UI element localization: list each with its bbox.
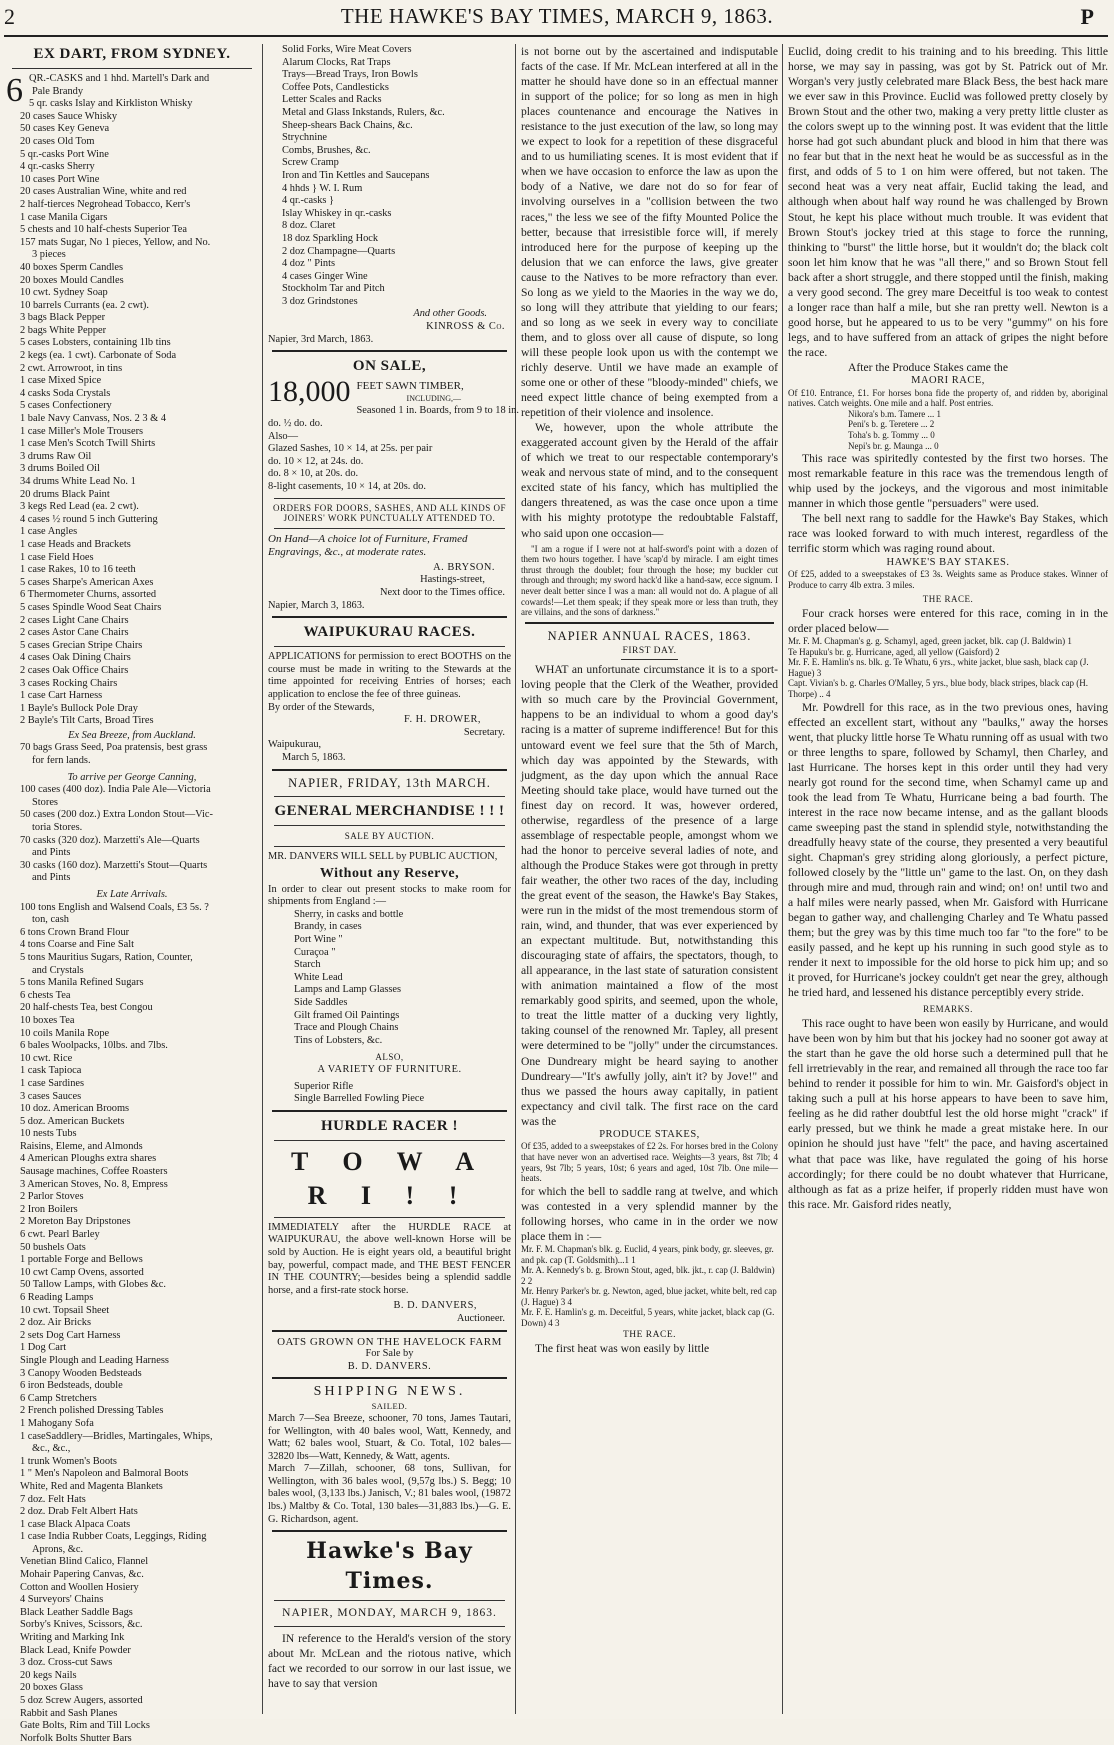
late-arrivals-list-item: Aprons, &c. — [32, 1543, 84, 1555]
canning-list-item: 50 cases (200 doz.) Extra London Stout—Vic- — [20, 809, 214, 821]
goods-list-item: 1 case Men's Scotch Twill Shirts — [20, 438, 156, 450]
goods-list-item: Pale Brandy — [32, 85, 84, 97]
divider — [525, 622, 774, 624]
goods-list-item: 20 cases Old Tom — [20, 135, 95, 147]
late-arrivals-list-item: 5 tons Manila Refined Sugars — [20, 977, 144, 989]
goods-list-item: 1 case Mixed Spice — [20, 375, 102, 387]
kinross-goods-list — [268, 44, 511, 308]
produce-entries — [521, 1244, 778, 1329]
also: ALSO, — [375, 1052, 404, 1063]
late-arrivals-list-item: White, Red and Magenta Blankets — [20, 1480, 163, 1492]
hbs-report: Mr. Powdrell for this race, as in the two previous ones, having effected an excellent start, without any "baulks," away the horses went, that plucky little horse Te Whatu running off as usual with two or three lengths to spare, followed by Schamyl, then Charley, and last Hurricane. The horses kept in this order until they had very nearly got round for the second time, when Schamyl came up and took the lead from Te Whatu, Hurricane being a bad fourth. The interest in the race now became intense, and as the gallant bloods came sweeping past the stand in splendid style, notwithstanding the dreadfully heavy state of the course, they presented a very beautiful sight. Chapman's grey striding along gloriously, a perfect picture, followed closely by the "little un" game to the last. On, on they dash through mire and mud, through rain and wind; on! on! until two and a half miles were nearly passed, when Mr. Gaisford with Hurricane began to gather way, and challenging Charley and Te Whatu passed them; but the grey was by this time much too far "to the fore" to be easily passed, and he kept up his running in such good style as to render it next to impossible for the old horse to pick him up; and so it proved, for Hurricane's jockey couldn't get near the grey, although he tried hard, and lessened his distance perceptibly every stride. — [788, 700, 1108, 1000]
kinross-goods-list-item: Letter Scales and Racks — [282, 94, 382, 106]
late-arrivals-list-item: 1 case Sardines — [20, 1077, 85, 1089]
kinross-goods-list-item: 4 qr.-casks } — [282, 195, 335, 207]
divider — [272, 1530, 507, 1532]
sale-by-auction: SALE BY AUCTION. — [344, 830, 435, 841]
bryson-signature: A. BRYSON. — [433, 561, 495, 573]
shipping-entry-sea-breeze: March 7—Sea Breeze, schooner, 70 tons, James Tautari, for Wellington, with 40 bales wool, Watt, Kennedy, and Watt; 62 bales wool, Stuart, & Co. Total, 102 bales—32820 lbs—Watt, Kennedy, & Watt, agents. — [268, 1412, 511, 1462]
danvers-notice: MR. DANVERS WILL SELL by PUBLIC AUCTION, — [268, 851, 498, 863]
late-arrivals-list-item: Venetian Blind Calico, Flannel — [20, 1556, 149, 1568]
goods-list-item: 1 case Angles — [20, 526, 78, 538]
late-arrivals-list-item: 5 doz. American Buckets — [20, 1115, 125, 1127]
maori-entries-item: Toha's b. g. Tommy ... 0 — [848, 430, 935, 440]
towari-heading: T O W A R I ! ! — [291, 1146, 488, 1210]
late-arrivals-list-item: 10 cwt. Topsail Sheet — [20, 1304, 110, 1316]
goods-list-item: 1 bale Navy Canvass, Nos. 2 3 & 4 — [20, 413, 167, 425]
canning-list-item: 30 casks (160 doz). Marzetti's Stout—Quarts — [20, 859, 208, 871]
late-arrivals-list-item: 4 American Ploughs extra shares — [20, 1153, 157, 1165]
divider — [274, 825, 505, 826]
timber-quantity: 18,000 — [268, 375, 351, 409]
late-arrivals-list-item: 20 half-chests Tea, best Congou — [20, 1002, 153, 1014]
late-arrivals-list-item: 1 Mahogany Sofa — [20, 1417, 94, 1429]
produce-stakes-intro: for which the bell to saddle rang at twelve, and which was contested in a very splendid manner by the following horses, who came in in the order we now place them in :— — [521, 1184, 778, 1243]
goods-list-item: 2 cases Oak Office Chairs — [20, 664, 129, 676]
goods-list-item: 3 bags Black Pepper — [20, 312, 106, 324]
canning-list — [6, 784, 258, 885]
editorial-start: IN reference to the Herald's version of the story about Mr. McLean and the riotous native, which fact we recorded to our sorrow in our last issue, we have to say that version — [268, 1632, 511, 1691]
timber-list — [268, 405, 519, 493]
kinross-goods-list-item: 4 cases Ginger Wine — [282, 270, 368, 282]
produce-entries-item: Mr. F. M. Chapman's blk. g. Euclid, 4 years, pink body, gr. sleeves, gr. and pk. cap (T. Goldsmith)...1 1 — [521, 1243, 774, 1265]
canning-list-item: and Pints — [32, 872, 71, 884]
late-arrivals-list-item: 6 iron Bedsteads, double — [20, 1380, 123, 1392]
goods-list-item: 5 cases Grecian Stripe Chairs — [20, 639, 143, 651]
races-report: WHAT an unfortunate circumstance it is to a sport-loving people that the Clerk of the Weather, provided with so much care by the Provincial Government, happens to be an individual to whom a good day's racing is a matter of supreme indifference! But for this untoward event we feel sure that the 5th of March, which day was appointed by the Stewards, with judgment, as the day upon which the annual Race Meeting should take place, would have turned out the finest day on record. It was, however ordered, otherwise, regardless of the presence of a large assemblage of respectable people, amongst whom we had the honor to perceive several ladies of note, and although the Produce Stakes were got through in pretty fair weather, the other two races of the day, including the great event of the season, the Hawke's Bay Stakes, were run in the midst of the most tremendous storm of rain, wind, and thunder, that was ever experienced by an expectant multitude. But, notwithstanding this discouraging state of affairs, the spectators, though, to all appearance, in the last state of saturation consistent with animation maintained a flow of the most remarkably good spirits, and seemed, upon the whole, to treat the little matter of a ducking very lightly, taking counsel of the renowned Mr. Tapley, all present were determined to be "jolly" under the circumstances. One Dundreary might be heard saying to another Dundreary—"It's awfully jolly, ain't it? by Jove!" and thus we passed the hours away capitally, in patient expectancy and civil talk. The first race on the card was the — [521, 663, 778, 1128]
goods-list-item: 5 qr. casks Islay and Kirkliston Whisky — [29, 98, 193, 110]
drower-title: Secretary. — [463, 726, 505, 738]
merchandise-list-item: Port Wine " — [294, 934, 343, 946]
column-1 — [6, 44, 258, 1744]
goods-list-item: 5 cases Spindle Wood Seat Chairs — [20, 601, 162, 613]
goods-list-item: 3 drums Raw Oil — [20, 450, 92, 462]
produce-stakes-terms: Of £35, added to a sweepstakes of £2 2s. For horses bred in the Colony that have never won an advertised race. Weights—3 years, 8st 7lb; 4 years, 9st 7lb; 5 years, 10st; 6 years and aged, 10st 7lb. One mile—heats. — [521, 1141, 778, 1184]
goods-list-item: 1 Bayle's Bullock Pole Dray — [20, 702, 138, 714]
divider — [274, 498, 505, 499]
late-arrivals-list-item: 2 Iron Boilers — [20, 1203, 78, 1215]
late-arrivals-list-item: 10 cwt. Rice — [20, 1052, 73, 1064]
goods-list-item: 2 half-tierces Negrohead Tobacco, Kerr's — [20, 198, 191, 210]
merchandise-list-item: Side Saddles — [294, 997, 348, 1009]
merchandise-list-item: White Lead — [294, 971, 343, 983]
bd-danvers: B. D. DANVERS, — [393, 1300, 477, 1312]
goods-list-item: 2 cases Astor Cane Chairs — [20, 627, 129, 639]
late-arrivals-list-item: Cotton and Woollen Hosiery — [20, 1581, 139, 1593]
late-arrivals-list-item: 1 portable Forge and Bellows — [20, 1254, 143, 1266]
late-arrivals-list-item: 7 doz. Felt Hats — [20, 1493, 86, 1505]
late-arrivals-list-item: 10 nests Tubs — [20, 1128, 77, 1140]
on-hand-notice: On Hand—A choice lot of Furniture, Framed Engravings, &c., at moderate rates. — [268, 532, 468, 558]
kinross-goods-list-item: Islay Whiskey in qr.-casks — [282, 207, 392, 219]
towari-notice: IMMEDIATELY after the HURDLE RACE at WAIPUKURAU, the above well-known Horse will be sold by Auction. He is eight years old, a beautiful bright bay, powerful, compact made, and THE BEST FENCER IN THE COUNTRY;—besides being a splendid saddle horse, and a first-rate stock horse. — [268, 1221, 511, 1296]
merchandise-list — [268, 909, 511, 1048]
goods-list-item: 40 boxes Sperm Candles — [20, 261, 124, 273]
late-arrivals-list-item: Mohair Papering Canvas, &c. — [20, 1569, 144, 1581]
napier-friday: NAPIER, FRIDAY, 13th MARCH. — [288, 775, 491, 790]
kinross-date: Napier, 3rd March, 1863. — [268, 333, 374, 345]
timber-list-item: do. 10 × 12, at 24s. do. — [268, 455, 364, 467]
hbs-entries-item: Mr. F. M. Chapman's g. g. Schamyl, aged, green jacket, blk. cap (J. Baldwin) 1 — [788, 635, 1072, 646]
kinross-goods-list-item: Alarum Clocks, Rat Traps — [282, 56, 391, 68]
late-arrivals-list-item: 6 Reading Lamps — [20, 1292, 94, 1303]
hbs-entries — [788, 636, 1108, 700]
divider — [274, 646, 505, 647]
napier-monday: NAPIER, MONDAY, MARCH 9, 1863. — [282, 1607, 497, 1620]
subheading-george-canning: To arrive per George Canning, — [67, 771, 197, 783]
merchandise-list-item: Trace and Plough Chains — [294, 1022, 399, 1034]
kinross-goods-list-item: Iron and Tin Kettles and Saucepans — [282, 169, 430, 181]
hbs-intro: Four crack horses were entered for this race, coming in in the order placed below— — [788, 606, 1108, 635]
goods-list-item: 2 cases Light Cane Chairs — [20, 614, 129, 626]
bryson-address-2: Next door to the Times office. — [379, 586, 505, 598]
goods-list-item: 2 cwt. Arrowroot, in tins — [20, 362, 123, 374]
canning-list-item: 70 casks (320 doz). Marzetti's Ale—Quarts — [20, 834, 200, 846]
timber-list-item: 8-light casements, 10 × 14, at 20s. do. — [268, 481, 426, 492]
goods-list-ex-dart — [6, 73, 258, 728]
produce-entries-item: Mr. A. Kennedy's b. g. Brown Stout, aged, blk. jkt., r. cap (J. Baldwin) 2 2 — [521, 1265, 775, 1286]
merchandise-list-item: Lamps and Lamp Glasses — [294, 984, 402, 996]
races-heading: NAPIER ANNUAL RACES, 1863. — [547, 628, 752, 643]
merchandise-list-item: Tins of Lobsters, &c. — [294, 1034, 383, 1046]
late-arrivals-list — [6, 902, 258, 1745]
maori-entries-item: Peni's b. g. Teretere ... 2 — [848, 419, 935, 430]
waipukurau-place: Waipukurau, — [268, 739, 322, 751]
first-day: FIRST DAY. — [622, 645, 677, 656]
goods-list-item: 2 Bayle's Tilt Carts, Broad Tires — [20, 715, 154, 727]
late-arrivals-list-item: ton, cash — [32, 914, 69, 926]
divider — [274, 1217, 505, 1218]
kinross-goods-list-item: 2 doz Champagne—Quarts — [282, 245, 396, 257]
late-arrivals-list-item: 50 Tallow Lamps, with Globes &c. — [20, 1279, 166, 1291]
hbs-the-race-label: THE RACE. — [922, 594, 974, 605]
timber-list-item: Seasoned 1 in. Boards, from 9 to 18 in. — [356, 405, 519, 417]
merchandise-list-item: Gilt framed Oil Paintings — [294, 1009, 400, 1021]
merchandise-list-item: Curaçoa " — [294, 946, 336, 958]
goods-list-item: 1 case Heads and Brackets — [20, 538, 131, 550]
late-arrivals-list-item: 3 doz. Cross-cut Saws — [20, 1657, 113, 1669]
goods-list-item: 5 cases Sharpe's American Axes — [20, 576, 154, 588]
column-rule — [782, 44, 783, 1714]
late-arrivals-list-item: Writing and Marking Ink — [20, 1632, 125, 1644]
goods-list-item: 157 mats Sugar, No 1 pieces, Yellow, and No. — [20, 236, 211, 248]
late-arrivals-list-item: 3 cases Sauces — [20, 1090, 82, 1102]
grass-seed-list-item: 70 bags Grass Seed, Poa pratensis, best grass — [20, 742, 208, 754]
late-arrivals-list-item: 6 bales Woolpacks, 10lbs. and 7lbs. — [20, 1040, 168, 1052]
masthead-rule — [4, 35, 1108, 37]
produce-stakes-heading: PRODUCE STAKES, — [599, 1128, 700, 1140]
produce-entries-item: Mr. Henry Parker's br. g. Newton, aged, blue jacket, white belt, red cap (J. Hague) 3 4 — [521, 1286, 777, 1307]
goods-list-item: 1 case Field Hoes — [20, 551, 94, 563]
late-arrivals-list-item: 2 doz. Air Bricks — [20, 1317, 91, 1329]
timber-list-item: do. 8 × 10, at 20s. do. — [268, 468, 359, 480]
late-arrivals-list-item: 5 doz Screw Augers, assorted — [20, 1695, 143, 1706]
column-3 — [521, 44, 778, 1712]
column-2 — [268, 44, 519, 1712]
oats-by: B. D. DANVERS. — [347, 1360, 432, 1372]
late-arrivals-list-item: 6 tons Crown Brand Flour — [20, 926, 130, 938]
goods-list-item: 20 cases Australian Wine, white and red — [20, 186, 187, 198]
late-arrivals-list-item: 2 sets Dog Cart Harness — [20, 1329, 121, 1341]
hbs-entries-item: Capt. Vivian's b. g. Charles O'Malley, 5 yrs., blue body, black stripes, black cap (H. Thorpe) .. 4 — [788, 678, 1089, 699]
late-arrivals-list-item: 10 coils Manila Rope — [20, 1027, 110, 1039]
editorial-continued: is not borne out by the ascertained and indisputable facts of the case. If Mr. McLean interfered at all in the matter he should have done so in an effectual manner in support of the police; for so long as men in high places countenance and encourage the Natives in resistance to the just execution of the law, so long may we expect to look for a repetition of these disgraceful and to us humiliating scenes. It is most evident that if when we have occasion to enforce the law as upon the body of a Native, we dare not do so for fear of involving ourselves in a "collision between the two races," the less we see of the fifty Mounted Police the better, because that irresistible force will, if merely introduced here for the purpose of keeping up the delusion that we can enforce the laws, give greater cause to the Natives to be more refractory than ever. So long as we yield to the Maories in the way we do, so long will they attribute that yielding to our fears; and so long as we seek in every way to conciliate them, and to gloss over all cause of dispute, so long will these people look upon us with the contempt we richly deserve. Until we have made an example of some one or other of these "bloody-minded" chiefs, we need expect little chance of being exempted from a repetition of their violence and insolence. We, however, upon the whole attribute the exaggerated account given by the Herald of the affair of which we treat to our respectable contemporary's weak and nervous state of mind, and to the consequent excited state of his fancy, which has multiplied the dangers threatened, as was the case once upon a time with his mighty prototype the redoubtable Falstaff, who said upon one occasion— — [521, 45, 778, 540]
race-report-continued: Euclid, doing credit to his training and to his breeding. This little horse, we may say in passing, was got by St. Patrick out of Mr. Worgan's very justly celebrated mare Black Bess, the best hack mare we ever saw in this Province. Euclid was followed pretty closely by Brown Stout and the other two, making a very pretty little cluster as the colors swept up to the winning post. It was evident that the little horse had got such abundant pluck and blood in him that there was no fear but that in the next heat he would be as successful as in the first, and odds of 5 to 1 on him were offered, but not taken. The second heat was a very neat affair, Euclid taking the lead, and although when about half way round he was challenged by Brown Stout, he kept his place without much trouble. It was evident that Brown Stout's jockey tried at this stage to force the running, thinking to "burst" the little horse, but it wouldn't do; the black colt soon let him know that he was "all there," and so Brown Stout fell back after a short struggle, and there stopped until the finish, making a very good second. The grey mare Deceitful is too weak to contest a longer race than half a mile, but she ran pretty well. Newton is a good horse, but he appeared to us to be very "gummy" on his fore legs, and to have suffered from an attack of gripes the night before the race. After the Produce Stakes came the — [788, 45, 1108, 374]
canning-list-item: 100 cases (400 doz). India Pale Ale—Victoria — [20, 784, 211, 796]
late-arrivals-list-item: 1 case Black Alpaca Coats — [20, 1518, 131, 1530]
goods-list-item: 2 kegs (ea. 1 cwt). Carbonate of Soda — [20, 350, 177, 362]
kinross-goods-list-item: Sheep-shears Back Chains, &c. — [282, 119, 413, 131]
late-arrivals-list-item: 20 boxes Glass — [20, 1682, 83, 1694]
without-reserve: Without any Reserve, — [319, 865, 460, 881]
divider — [272, 1377, 507, 1379]
maori-race-heading: MAORI RACE, — [911, 375, 985, 387]
divider — [272, 1330, 507, 1332]
goods-list-item: 34 drums White Lead No. 1 — [20, 476, 136, 487]
late-arrivals-list-item: 6 cwt. Pearl Barley — [20, 1229, 100, 1241]
race-report: The first heat was won easily by little — [535, 1342, 710, 1356]
waipukurau-notice: APPLICATIONS for permission to erect BOOTHS on the course must be made in writing to the Stewards at the time appointed for receiving Entries of horses; each application to enclose the fee of three guineas. — [268, 651, 511, 700]
late-arrivals-list-item: 3 Canopy Wooden Bedsteads — [20, 1367, 142, 1379]
kinross-goods-list-item: 4 hhds } W. I. Rum — [282, 182, 363, 194]
remarks-text: This race ought to have been won easily by Hurricane, and would have been won by him but that his jockey had no sooner got away at the start than he gave the old horse such a determined pull that he fell irretrievably in the rear, and remained all through the race too far behind to render it possible for him to win. Mr. Gaisford's object in taking such a pull at his horse appears to have been to save him, feeling as he did rather doubtful lest the old horse might "crack" if early pressed, but we think he made a great mistake here. In our opinion he should just have "felt" the pace, and having ascertained what that pace was like, have regulated the going of his horse accordingly; for there could be no doubt whatever that Hurricane, although as fat as a prize heifer, if properly ridden must have won this race. Mr. Gaisford rides neatly, — [788, 1017, 1108, 1211]
ad-heading-ex-dart: EX DART, FROM SYDNEY. — [33, 46, 231, 62]
kinross-goods-list-item: Coffee Pots, Candlesticks — [282, 81, 389, 93]
late-arrivals-list-item: 100 tons English and Walsend Coals, £3 5s. ? — [20, 901, 209, 913]
late-arrivals-list-item: 1 caseSaddlery—Bridles, Martingales, Whips, — [20, 1430, 213, 1442]
goods-list-item: 5 qr.-casks Port Wine — [20, 148, 109, 160]
drop-numeral: 6 — [6, 72, 23, 109]
waipukurau-order: By order of the Stewards, — [268, 701, 375, 713]
divider — [274, 846, 505, 847]
column-4 — [788, 44, 1108, 1712]
column-rule — [515, 44, 516, 1714]
falstaff-quote: "I am a rogue if I were not at half-sword's point with a dozen of them two hours together. I have 'scap'd by miracle. I am eight times thrust through the doublet; four through the hose; my buckler cut through and through; my sword hack'd like a hand-saw, ecce signum. I never dealt better since I was a man: all would not do. A plague of all cowards!—Let them speak; if they speak more or less than truth, they are villains, and the sons of darkness." — [521, 543, 778, 618]
kinross-goods-list-item: Trays—Bread Trays, Iron Bowls — [282, 69, 418, 81]
divider — [274, 528, 505, 529]
bryson-address: Hastings-street, — [420, 574, 485, 586]
goods-list-item: 2 bags White Pepper — [20, 324, 107, 336]
timber-list-item: Glazed Sashes, 10 × 14, at 25s. per pair — [268, 443, 433, 455]
produce-entries-item: Mr. F. E. Hamlin's g. m. Deceitful, 5 years, white jacket, black cap (G. Down) 4 3 — [521, 1307, 775, 1329]
merchandise-list-item: Sherry, in casks and bottle — [294, 908, 404, 920]
late-arrivals-list-item: 10 cwt Camp Ovens, assorted — [20, 1266, 144, 1278]
late-arrivals-list-item: 2 Parlor Stoves — [20, 1191, 84, 1203]
late-arrivals-list-item: 2 doz. Drab Felt Albert Hats — [20, 1506, 138, 1518]
kinross-goods-list-item: Strychnine — [282, 132, 328, 144]
late-arrivals-list-item: 3 American Stoves, No. 8, Empress — [20, 1178, 168, 1190]
kinross-goods-list-item: Screw Cramp — [282, 157, 339, 169]
goods-list-item: 3 drums Boiled Oil — [20, 463, 100, 475]
goods-list-item: 5 cases Confectionery — [20, 400, 112, 412]
grass-seed-list — [6, 742, 258, 767]
goods-list-item: 10 barrels Currants (ea. 2 cwt). — [20, 299, 149, 311]
remarks-label: REMARKS. — [923, 1004, 973, 1015]
kinross-goods-list-item: 4 doz " Pints — [282, 258, 336, 270]
goods-list-item: 3 pieces — [32, 249, 66, 261]
on-sale-heading: ON SALE, — [352, 358, 427, 375]
late-arrivals-list-item: Raisins, Eleme, and Almonds — [20, 1140, 143, 1152]
hbs-entries-item: Te Hapuku's br. g. Hurricane, aged, all yellow (Gaisford) 2 — [788, 646, 1000, 657]
subheading-late-arrivals: Ex Late Arrivals. — [96, 889, 168, 900]
goods-list-item: QR.-CASKS and 1 hhd. Martell's Dark and — [29, 73, 210, 84]
page-mark: P — [1080, 4, 1094, 29]
rifle: Superior Rifle — [294, 1080, 354, 1092]
canning-list-item: toria Stores. — [32, 822, 83, 834]
late-arrivals-list-item: 10 boxes Tea — [20, 1014, 75, 1026]
shipping-entry-zillah: March 7—Zillah, schooner, 68 tons, Sullivan, for Wellington, with 36 bales wool, (9,57g lbs.) S. Begg; 10 bales wool, (3,133 lbs.) Janisch, V.; 81 bales wool, (19872 lbs.) Maltby & Co. Total, 130 bales—31,883 lbs.)—G. E. G. Richardson, agent. — [268, 1463, 511, 1525]
variety-furniture: A VARIETY OF FURNITURE. — [317, 1064, 462, 1075]
goods-list-item: 10 cases Port Wine — [20, 173, 100, 185]
late-arrivals-list-item: Sausage machines, Coffee Roasters — [20, 1166, 168, 1178]
divider — [274, 1626, 505, 1627]
late-arrivals-list-item: Black Lead, Knife Powder — [20, 1644, 131, 1656]
shipping-news-heading: SHIPPING NEWS. — [313, 1384, 466, 1400]
divider — [272, 1110, 507, 1112]
goods-list-item: 20 boxes Mould Candles — [20, 274, 124, 286]
goods-list-item: 5 cases Lobsters, containing 1lb tins — [20, 337, 171, 349]
late-arrivals-list-item: 4 tons Coarse and Fine Salt — [20, 939, 134, 951]
late-arrivals-list-item: 10 doz. American Brooms — [20, 1103, 130, 1115]
timber-including: INCLUDING,— — [406, 393, 461, 403]
goods-list-item: 10 cwt. Sydney Soap — [20, 287, 108, 299]
kinross-goods-list-item: Solid Forks, Wire Meat Covers — [282, 44, 412, 55]
kinross-goods-list-item: Metal and Glass Inkstands, Rulers, &c. — [282, 106, 445, 118]
divider — [274, 1600, 505, 1601]
late-arrivals-list-item: Single Plough and Leading Harness — [20, 1354, 169, 1366]
divider — [272, 769, 507, 771]
divider — [272, 616, 507, 618]
late-arrivals-list-item: 6 chests Tea — [20, 989, 71, 1001]
timber-headline — [268, 375, 511, 409]
late-arrivals-list-item: 50 bushels Oats — [20, 1241, 86, 1253]
late-arrivals-list-item: 1 " Men's Napoleon and Balmoral Boots — [20, 1468, 189, 1480]
late-arrivals-list-item: 2 Moreton Bay Dripstones — [20, 1216, 131, 1228]
divider — [272, 350, 507, 352]
goods-list-item: 5 chests and 10 half-chests Superior Tea — [20, 224, 188, 236]
maori-race-terms: Of £10. Entrance, £1. For horses bona fide the property of, and ridden by, aboriginal natives. Catch weights. One mile and a half. Post entries. — [788, 387, 1108, 409]
general-merchandise-heading: GENERAL MERCHANDISE ! ! ! — [274, 802, 505, 819]
oats-heading: OATS GROWN ON THE HAVELOCK FARM — [277, 1335, 502, 1348]
clear-stocks: In order to clear out present stocks to make room for shipments from England :— — [268, 883, 511, 908]
late-arrivals-list-item: 1 case India Rubber Coats, Leggings, Riding — [20, 1531, 207, 1543]
divider — [12, 68, 252, 69]
goods-list-item: 1 case Cart Harness — [20, 690, 103, 702]
subheading-sea-breeze: Ex Sea Breeze, from Auckland. — [68, 729, 196, 741]
hurdle-racer-heading: HURDLE RACER ! — [320, 1117, 458, 1134]
merchandise-list-item: Brandy, in cases — [294, 921, 362, 933]
late-arrivals-list-item: and Crystals — [32, 964, 84, 976]
maori-race-report: This race was spiritedly contested by the first two horses. The most remarkable feature in this race was the tremendous length of whip used by the jockeys, and the vigorous and most inimitable manner in which those gentle "persuaders" were used. The bell next rang to saddle for the Hawke's Bay Stakes, which race was looked forward to with much interest, regardless of the terrific storm which was raging round about. — [788, 452, 1108, 556]
maori-entries — [788, 409, 1108, 451]
goods-list-item: 4 qr.-casks Sherry — [20, 161, 95, 173]
late-arrivals-list-item: 4 Surveyors' Chains — [20, 1594, 104, 1606]
canning-list-item: and Pints — [32, 847, 71, 859]
goods-list-item: 1 case Miller's Mole Trousers — [20, 425, 144, 437]
goods-list-item: 6 Thermometer Churns, assorted — [20, 589, 157, 601]
goods-list-item: 4 casks Soda Crystals — [20, 387, 111, 399]
other-goods: And other Goods. — [413, 308, 487, 320]
goods-list-item: 1 case Manila Cigars — [20, 211, 108, 223]
merchandise-list-item: Starch — [294, 959, 321, 971]
goods-list-item: 4 cases ½ round 5 inch Guttering — [20, 513, 158, 525]
newspaper-title: THE HAWKE'S BAY TIMES, MARCH 9, 1863. — [340, 4, 774, 28]
late-arrivals-list-item: Rabbit and Sash Planes — [20, 1707, 118, 1719]
oats-for-sale: For Sale by — [365, 1348, 414, 1360]
hawkes-bay-stakes-heading: HAWKE'S BAY STAKES. — [886, 556, 1010, 568]
waipukurau-heading: WAIPUKURAU RACES. — [303, 624, 476, 641]
the-race-label: THE RACE. — [622, 1329, 677, 1340]
kinross-goods-list-item: Combs, Brushes, &c. — [282, 144, 371, 156]
late-arrivals-list-item: 1 trunk Women's Boots — [20, 1455, 117, 1467]
page-number: 2 — [4, 4, 15, 29]
hawkes-bay-stakes-terms: Of £25, added to a sweepstakes of £3 3s. Weights same as Produce stakes. Winner of Produce to carry 4lb extra. 3 miles. — [788, 569, 1108, 590]
masthead — [0, 4, 1114, 42]
late-arrivals-list-item: &c., &c., — [32, 1443, 71, 1455]
goods-list — [6, 73, 258, 728]
late-arrivals-list-item: 20 kegs Nails — [20, 1669, 77, 1681]
bryson-date: Napier, March 3, 1863. — [268, 599, 365, 611]
late-arrivals-list-item: 5 tons Mauritius Sugars, Ration, Counter, — [20, 951, 193, 963]
orders-notice: ORDERS FOR DOORS, SASHES, AND ALL KINDS OF JOINERS' WORK PUNCTUALLY ATTENDED TO. — [273, 502, 506, 524]
goods-list-item: 20 cases Sauce Whisky — [20, 110, 118, 122]
kinross-goods-list-item: Stockholm Tar and Pitch — [282, 283, 385, 295]
timber-list-item: do. ½ do. do. — [268, 418, 323, 430]
fowling-piece: Single Barrelled Fowling Piece — [294, 1093, 425, 1105]
maori-entries-item: Nikora's b.m. Tamere ... 1 — [848, 408, 942, 419]
kinross-goods-list-item: 3 doz Grindstones — [282, 295, 358, 307]
goods-list-item: 4 cases Oak Dining Chairs — [20, 652, 131, 664]
goods-list-item: 3 cases Rocking Chairs — [20, 677, 118, 689]
column-rule — [262, 44, 263, 1714]
kinross-signature: KINROSS & Co. — [426, 321, 505, 333]
canning-list-item: Stores — [32, 796, 58, 808]
hbs-entries-item: Mr. F. E. Hamlin's ns. blk. g. Te Whatu, 6 yrs., white jacket, blue sash, black cap (J. Hague) 3 — [788, 657, 1089, 678]
auctioneer: Auctioneer. — [456, 1312, 505, 1324]
late-arrivals-list-item: 1 Dog Cart — [20, 1342, 67, 1354]
late-arrivals-list-item: 1 cask Tapioca — [20, 1065, 82, 1077]
divider — [274, 1140, 505, 1141]
late-arrivals-list-item: Gate Bolts, Rim and Till Locks — [20, 1720, 150, 1732]
divider — [621, 659, 678, 660]
goods-list-item: 3 kegs Red Lead (ea. 2 cwt). — [20, 501, 139, 513]
divider — [274, 796, 505, 797]
late-arrivals-list-item: Norfolk Bolts Shutter Bars — [20, 1732, 132, 1744]
goods-list-item: 20 drums Black Paint — [20, 488, 110, 500]
goods-list-item: 1 case Rakes, 10 to 16 teeth — [20, 564, 136, 576]
goods-list-item: 50 cases Key Geneva — [20, 123, 110, 135]
late-arrivals-list-item: Black Leather Saddle Bags — [20, 1606, 133, 1618]
timber-text: FEET SAWN TIMBER, — [356, 380, 464, 393]
late-arrivals-list-item: 6 Camp Stretchers — [20, 1392, 97, 1404]
drower-signature: F. H. DROWER, — [404, 714, 481, 726]
waipukurau-date: March 5, 1863. — [282, 751, 346, 763]
timber-list-item: Also— — [268, 430, 299, 442]
grass-seed-list-item: for fern lands. — [32, 755, 91, 767]
paper-name-title: Hawke's Bay Times. — [306, 1538, 473, 1595]
kinross-goods-list-item: 18 doz Sparkling Hock — [282, 232, 379, 244]
maori-entries-item: Nepi's br. g. Maunga ... 0 — [848, 440, 939, 451]
kinross-goods-list-item: 8 doz. Claret — [282, 220, 336, 232]
late-arrivals-list-item: Sorby's Knives, Scissors, &c. — [20, 1619, 143, 1631]
sailed-label: SAILED. — [371, 1401, 408, 1412]
late-arrivals-list-item: 2 French polished Dressing Tables — [20, 1405, 164, 1417]
